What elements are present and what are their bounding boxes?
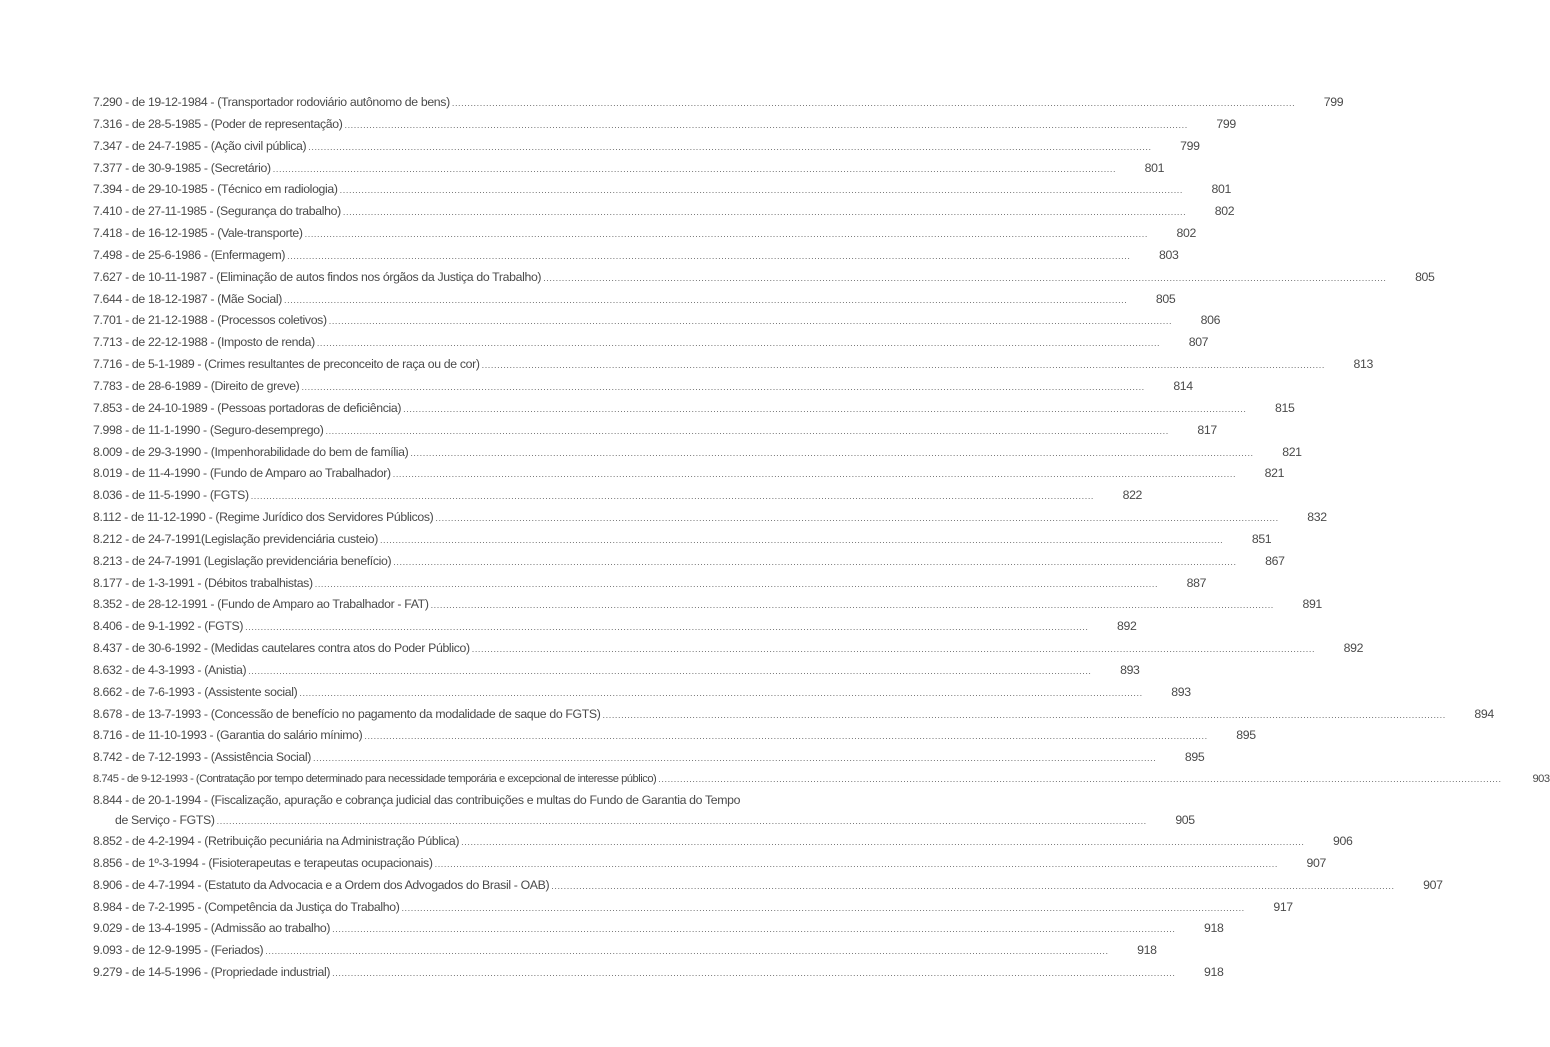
dot-leader xyxy=(251,486,1094,508)
page-number: 821 xyxy=(1264,466,1285,481)
entry-title: 8.844 - de 20-1-1994 - (Fiscalização, apuração e cobrança judicial das contribuições e multas do Fundo de Garantia do Tempo xyxy=(93,793,741,807)
toc-entry[interactable] xyxy=(93,223,1196,245)
toc-entry[interactable] xyxy=(93,289,1176,311)
dot-leader xyxy=(308,137,1151,159)
page-number: 805 xyxy=(1415,269,1435,284)
dot-leader xyxy=(603,705,1446,727)
toc-entry[interactable] xyxy=(93,791,1195,831)
dot-leader xyxy=(435,508,1278,530)
toc-entry[interactable] xyxy=(93,594,1322,616)
entry-title: 8.742 - de 7-12-1993 - (Assistência Social) xyxy=(93,750,312,765)
entry-title: 7.377 - de 30-9-1985 - (Secretário) xyxy=(93,160,271,175)
page-number: 802 xyxy=(1214,204,1235,219)
page-number: 805 xyxy=(1155,291,1176,306)
dot-leader xyxy=(245,617,1088,639)
dot-leader xyxy=(431,595,1274,617)
entry-title: 7.290 - de 19-12-1984 - (Transportador rodoviário autônomo de bens) xyxy=(93,95,450,109)
dot-leader xyxy=(340,180,1183,202)
page-number: 817 xyxy=(1197,422,1217,437)
page-number: 918 xyxy=(1137,943,1157,958)
entry-title: 7.716 - de 5-1-1989 - (Crimes resultantes de preconceito de raça ou de cor) xyxy=(93,357,480,372)
toc-entry[interactable] xyxy=(93,267,1435,289)
page-number: 799 xyxy=(1323,95,1344,109)
entry-title: 8.856 - de 1º-3-1994 - (Fisioterapeutas e terapeutas ocupacionais) xyxy=(93,855,433,870)
page-number: 891 xyxy=(1302,597,1322,612)
page-number: 895 xyxy=(1184,750,1205,765)
toc-entry[interactable] xyxy=(93,332,1209,354)
dot-leader xyxy=(273,159,1116,181)
toc-entry[interactable] xyxy=(93,179,1232,201)
page-number: 802 xyxy=(1176,226,1196,241)
entry-title-continued: de Serviço - FGTS) xyxy=(115,813,215,827)
entry-title: 8.678 - de 13-7-1993 - (Concessão de benefício no pagamento da modalidade de saque do FGTS) xyxy=(93,706,601,721)
entry-title: 8.213 - de 24-7-1991 (Legislação previdenciária benefício) xyxy=(93,553,392,568)
toc-entry[interactable] xyxy=(93,442,1302,464)
toc-entry[interactable] xyxy=(93,747,1205,769)
page-number: 895 xyxy=(1236,728,1256,743)
entry-title: 8.036 - de 11-5-1990 - (FGTS) xyxy=(93,488,249,503)
page-number: 867 xyxy=(1265,553,1285,568)
toc-entry[interactable] xyxy=(93,310,1221,332)
dot-leader xyxy=(315,574,1158,596)
toc-entry[interactable] xyxy=(93,136,1200,158)
dot-leader xyxy=(284,290,1127,312)
dot-leader xyxy=(380,530,1223,552)
dot-leader xyxy=(313,748,1156,770)
page-number: 903 xyxy=(1532,773,1550,786)
entry-title: 8.437 - de 30-6-1992 - (Medidas cautelares contra atos do Poder Público) xyxy=(93,641,470,656)
dot-leader xyxy=(305,224,1148,246)
dot-leader xyxy=(543,268,1386,290)
entry-title: 7.783 - de 28-6-1989 - (Direito de greve) xyxy=(93,378,300,393)
entry-title: 8.009 - de 29-3-1990 - (Impenhorabilidade do bem de família) xyxy=(93,444,409,459)
entry-title: 7.644 - de 18-12-1987 - (Mãe Social) xyxy=(93,291,283,306)
page-number: 806 xyxy=(1200,313,1221,328)
page-number: 907 xyxy=(1423,877,1443,892)
dot-leader xyxy=(265,941,1108,963)
toc-entry[interactable] xyxy=(93,92,1344,114)
page-number: 803 xyxy=(1159,247,1179,262)
entry-title: 7.316 - de 28-5-1985 - (Poder de representação) xyxy=(93,116,343,131)
page-number: 918 xyxy=(1204,921,1224,936)
page-number: 907 xyxy=(1306,855,1326,870)
dot-leader xyxy=(452,93,1295,115)
toc-entry[interactable] xyxy=(93,875,1443,897)
table-of-contents xyxy=(93,92,1550,984)
toc-entry[interactable] xyxy=(93,918,1224,940)
dot-leader xyxy=(551,876,1394,898)
dot-leader xyxy=(401,898,1244,920)
toc-entry[interactable] xyxy=(93,573,1207,595)
page-number: 887 xyxy=(1186,575,1207,590)
dot-leader xyxy=(332,963,1175,985)
entry-title: 7.998 - de 11-1-1990 - (Seguro-desemprego) xyxy=(93,422,324,437)
page-number: 918 xyxy=(1204,965,1224,980)
dot-leader xyxy=(482,355,1325,377)
dot-leader: ............................................................................................................................................................................................................................................................................................................ xyxy=(216,816,1147,826)
entry-title: 8.632 - de 4-3-1993 - (Anistia) xyxy=(93,662,247,677)
dot-leader xyxy=(329,311,1172,333)
entry-title: 8.852 - de 4-2-1994 - (Retribuição pecuniária na Administração Pública) xyxy=(93,834,460,848)
entry-title: 7.410 - de 27-11-1985 - (Segurança do trabalho) xyxy=(93,204,341,219)
toc-entry[interactable] xyxy=(93,529,1272,551)
page-number: 821 xyxy=(1282,444,1302,459)
entry-title: 8.019 - de 11-4-1990 - (Fundo de Amparo ao Trabalhador) xyxy=(93,466,391,481)
dot-leader xyxy=(248,661,1091,683)
page-number: 894 xyxy=(1474,706,1494,721)
toc-entry[interactable] xyxy=(93,245,1179,267)
toc-entry[interactable] xyxy=(93,940,1157,962)
toc-entry[interactable] xyxy=(93,420,1217,442)
dot-leader xyxy=(393,464,1236,486)
entry-title: 8.406 - de 9-1-1992 - (FGTS) xyxy=(93,619,244,634)
page-number: 893 xyxy=(1171,684,1191,699)
dot-leader xyxy=(658,769,1501,791)
entry-title: 8.212 - de 24-7-1991(Legislação previdenciária custeio) xyxy=(93,531,378,546)
page-number: 892 xyxy=(1117,619,1137,634)
page-number: 801 xyxy=(1211,182,1232,197)
dot-leader xyxy=(344,115,1187,137)
toc-entry[interactable] xyxy=(93,376,1193,398)
dot-leader xyxy=(435,854,1278,876)
page-number: 851 xyxy=(1251,531,1272,546)
toc-entry[interactable] xyxy=(93,616,1137,638)
toc-entry[interactable] xyxy=(93,507,1327,529)
entry-title: 7.627 - de 10-11-1987 - (Eliminação de autos findos nos órgãos da Justiça do Trabalho) xyxy=(93,269,542,284)
toc-entry[interactable] xyxy=(93,897,1293,919)
dot-leader xyxy=(410,443,1253,465)
toc-entry[interactable] xyxy=(93,201,1235,223)
page-number: 905 xyxy=(1175,813,1195,827)
entry-title: 7.498 - de 25-6-1986 - (Enfermagem) xyxy=(93,247,286,262)
entry-title: 7.701 - de 21-12-1988 - (Processos coletivos) xyxy=(93,313,327,328)
page-number: 813 xyxy=(1353,357,1373,372)
toc-entry[interactable] xyxy=(93,114,1236,136)
dot-leader xyxy=(317,333,1160,355)
entry-title: 8.984 - de 7-2-1995 - (Competência da Justiça do Trabalho) xyxy=(93,899,400,914)
page-number: 801 xyxy=(1144,160,1165,175)
page-number: 822 xyxy=(1122,488,1143,503)
dot-leader xyxy=(325,421,1168,443)
toc-entry[interactable] xyxy=(93,853,1326,875)
page-number: 814 xyxy=(1173,378,1193,393)
page-number: 799 xyxy=(1180,138,1200,153)
toc-entry[interactable] xyxy=(93,354,1373,376)
entry-title: 8.906 - de 4-7-1994 - (Estatuto da Advocacia e a Ordem dos Advogados do Brasil - OAB) xyxy=(93,877,550,892)
toc-entry[interactable] xyxy=(93,725,1256,747)
toc-entry[interactable] xyxy=(93,769,1550,791)
page-number: 917 xyxy=(1273,899,1293,914)
entry-title: 9.279 - de 14-5-1996 - (Propriedade industrial) xyxy=(93,965,331,980)
entry-title: 9.093 - de 12-9-1995 - (Feriados) xyxy=(93,943,264,958)
dot-leader xyxy=(403,399,1246,421)
toc-entry[interactable] xyxy=(93,398,1295,420)
entry-title: 7.713 - de 22-12-1988 - (Imposto de renda) xyxy=(93,335,315,350)
page-number: 892 xyxy=(1343,641,1364,656)
dot-leader xyxy=(332,919,1175,941)
dot-leader xyxy=(393,552,1236,574)
entry-title: 8.177 - de 1-3-1991 - (Débitos trabalhistas) xyxy=(93,575,313,590)
page-number: 815 xyxy=(1275,400,1295,415)
dot-leader xyxy=(343,202,1186,224)
entry-title: 8.662 - de 7-6-1993 - (Assistente social) xyxy=(93,684,298,699)
toc-entry[interactable] xyxy=(93,682,1191,704)
entry-title: 8.745 - de 9-12-1993 - (Contratação por tempo determinado para necessidade temporária e excepcional de interesse público) xyxy=(93,773,657,786)
entry-title: 8.716 - de 11-10-1993 - (Garantia do salário mínimo) xyxy=(93,728,363,743)
toc-entry[interactable] xyxy=(93,962,1224,984)
page-number: 807 xyxy=(1188,335,1209,350)
entry-title: 8.112 - de 11-12-1990 - (Regime Jurídico dos Servidores Públicos) xyxy=(93,510,434,525)
toc-entry[interactable] xyxy=(93,704,1494,726)
entry-title: 7.347 - de 24-7-1985 - (Ação civil pública) xyxy=(93,138,307,153)
entry-title: 9.029 - de 13-4-1995 - (Admissão ao trabalho) xyxy=(93,921,331,936)
page-number: 906 xyxy=(1333,834,1353,848)
toc-entry[interactable] xyxy=(93,551,1285,573)
dot-leader xyxy=(472,639,1315,661)
toc-entry[interactable] xyxy=(93,463,1285,485)
entry-title: 8.352 - de 28-12-1991 - (Fundo de Amparo ao Trabalhador - FAT) xyxy=(93,597,429,612)
dot-leader xyxy=(287,246,1130,268)
page-number: 893 xyxy=(1120,662,1140,677)
dot-leader xyxy=(461,832,1304,854)
entry-title: 7.418 - de 16-12-1985 - (Vale-transporte) xyxy=(93,226,303,241)
entry-title: 7.853 - de 24-10-1989 - (Pessoas portadoras de deficiência) xyxy=(93,400,402,415)
dot-leader xyxy=(299,683,1142,705)
page-number: 832 xyxy=(1307,510,1327,525)
entry-title: 7.394 - de 29-10-1985 - (Técnico em radiologia) xyxy=(93,182,338,197)
toc-entry[interactable] xyxy=(93,638,1364,660)
dot-leader xyxy=(364,726,1207,748)
dot-leader xyxy=(301,377,1144,399)
toc-entry[interactable] xyxy=(93,158,1165,180)
page-number: 799 xyxy=(1216,116,1236,131)
toc-entry[interactable] xyxy=(93,831,1353,853)
toc-entry[interactable] xyxy=(93,485,1143,507)
toc-entry[interactable] xyxy=(93,660,1140,682)
